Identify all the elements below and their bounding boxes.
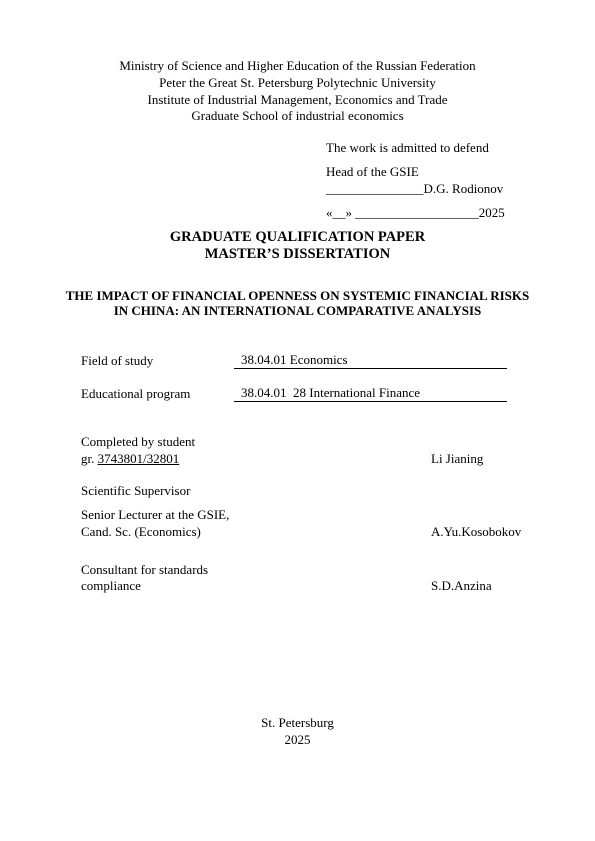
- supervisor-name: A.Yu.Kosobokov: [431, 524, 522, 539]
- dissertation-title-line2: IN CHINA: AN INTERNATIONAL COMPARATIVE ANALYSIS: [113, 303, 482, 318]
- supervisor-label: Scientific Supervisor: [81, 483, 191, 498]
- dissertation-title-line1: THE IMPACT OF FINANCIAL OPENNESS ON SYSTEMIC FINANCIAL RISKS: [65, 288, 530, 303]
- group-prefix: gr.: [81, 451, 98, 466]
- educational-program-field: [234, 385, 507, 402]
- supervisor-degree: Cand. Sc. (Economics): [81, 524, 201, 539]
- footer-city: St. Petersburg: [261, 715, 334, 730]
- paper-type-line2: MASTER’S DISSERTATION: [204, 246, 391, 262]
- head-signature-line: _______________D.G. Rodionov: [326, 181, 504, 196]
- ministry-line: Ministry of Science and Higher Education of the Russian Federation: [119, 58, 476, 73]
- student-name: Li Jianing: [431, 451, 484, 466]
- field-of-study-field: [234, 352, 507, 369]
- footer-year: 2025: [284, 732, 311, 747]
- student-group: [81, 451, 179, 467]
- admission-date-line: «__» ___________________2025: [326, 205, 505, 220]
- consultant-name: S.D.Anzina: [431, 578, 492, 593]
- paper-type-line1: GRADUATE QUALIFICATION PAPER: [169, 229, 426, 245]
- head-of-gsie-text: Head of the GSIE: [326, 164, 419, 179]
- consultant-label-line1: Consultant for standards: [81, 562, 209, 577]
- group-number: 3743801/32801: [97, 451, 180, 466]
- field-of-study-value: 38.04.01 Economics: [241, 352, 348, 367]
- university-line: Peter the Great St. Petersburg Polytechnic University: [159, 75, 436, 90]
- supervisor-position: Senior Lecturer at the GSIE,: [81, 507, 230, 522]
- institute-line: Institute of Industrial Management, Economics and Trade: [147, 92, 448, 107]
- school-line: Graduate School of industrial economics: [191, 108, 404, 123]
- completed-by-label: Completed by student: [81, 434, 196, 449]
- field-of-study-label: Field of study: [81, 353, 154, 368]
- consultant-label-line2: compliance: [81, 578, 141, 593]
- educational-program-value: 38.04.01 28 International Finance: [241, 385, 421, 400]
- admitted-text: The work is admitted to defend: [326, 140, 489, 155]
- educational-program-label: Educational program: [81, 386, 191, 401]
